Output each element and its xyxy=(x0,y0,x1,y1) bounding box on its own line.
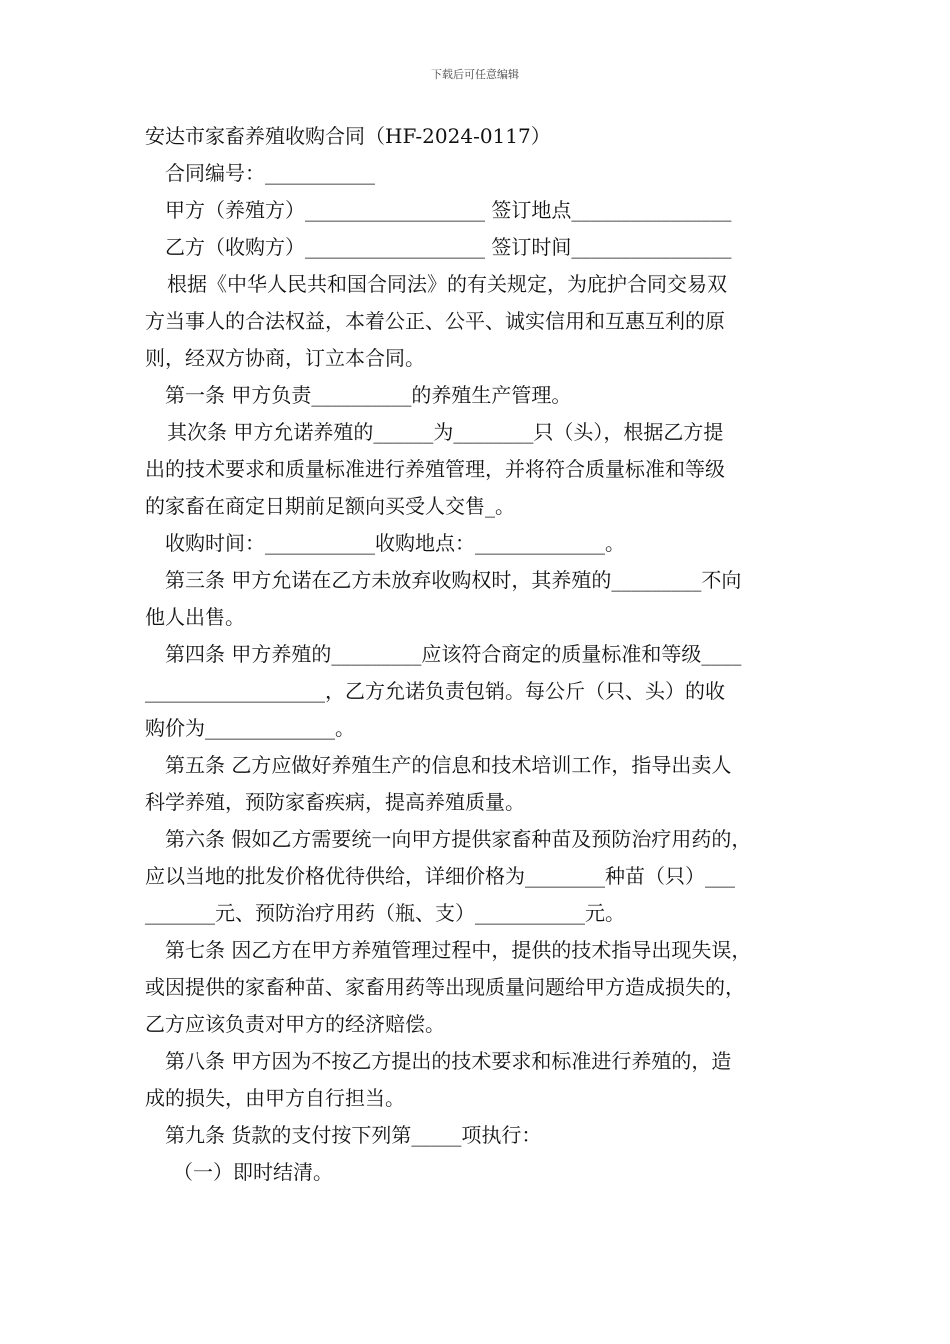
contract-line: 第三条 甲方允诺在乙方未放弃收购权时，其养殖的_________不向 xyxy=(165,568,742,592)
contract-line: 成的损失，由甲方自行担当。 xyxy=(145,1086,405,1110)
contract-line: 或因提供的家畜种苗、家畜用药等出现质量问题给甲方造成损失的， xyxy=(145,975,745,999)
contract-line: 购价为_____________。 xyxy=(145,716,355,740)
contract-line: 甲方（养殖方）__________________ 签订地点________________ xyxy=(165,198,732,222)
contract-line: 第八条 甲方因为不按乙方提出的技术要求和标准进行养殖的，造 xyxy=(165,1049,732,1073)
contract-line: 乙方应该负责对甲方的经济赔偿。 xyxy=(145,1012,445,1036)
header-note: 下载后可任意编辑 xyxy=(431,68,519,81)
contract-line: 则，经双方协商，订立本合同。 xyxy=(145,346,425,370)
contract-line: 他人出售。 xyxy=(145,605,245,629)
contract-line: （一）即时结清。 xyxy=(173,1160,333,1184)
contract-line: 其次条 甲方允诺养殖的______为________只（头），根据乙方提 xyxy=(167,420,724,444)
contract-lines xyxy=(145,155,825,1191)
contract-line: __________________，乙方允诺负责包销。每公斤（只、头）的收 xyxy=(145,679,725,703)
contract-line: 第一条 甲方负责__________的养殖生产管理。 xyxy=(165,383,572,407)
contract-line: 科学养殖，预防家畜疾病，提高养殖质量。 xyxy=(145,790,525,814)
contract-body xyxy=(145,118,825,1191)
contract-line: 第七条 因乙方在甲方养殖管理过程中，提供的技术指导出现失误， xyxy=(165,938,752,962)
contract-line: 方当事人的合法权益，本着公正、公平、诚实信用和互惠互利的原 xyxy=(145,309,725,333)
contract-line: 第四条 甲方养殖的_________应该符合商定的质量标准和等级____ xyxy=(165,642,742,666)
contract-line: _______元、预防治疗用药（瓶、支）___________元。 xyxy=(145,901,625,925)
contract-line: 出的技术要求和质量标准进行养殖管理，并将符合质量标准和等级 xyxy=(145,457,725,481)
contract-line: 乙方（收购方）__________________ 签订时间________________ xyxy=(165,235,732,259)
contract-line: 应以当地的批发价格优待供给，详细价格为________种苗（只）___ xyxy=(145,864,735,888)
contract-line: 合同编号：___________ xyxy=(165,161,375,185)
contract-line: 第五条 乙方应做好养殖生产的信息和技术培训工作，指导出卖人 xyxy=(165,753,732,777)
contract-line: 第九条 货款的支付按下列第_____项执行： xyxy=(165,1123,542,1147)
contract-title: 安达市家畜养殖收购合同（HF-2024-0117） xyxy=(145,124,551,148)
contract-line: 第六条 假如乙方需要统一向甲方提供家畜种苗及预防治疗用药的， xyxy=(165,827,752,851)
contract-line: 根据《中华人民共和国合同法》的有关规定，为庇护合同交易双 xyxy=(167,272,727,296)
contract-line: 收购时间：___________收购地点：_____________。 xyxy=(165,531,625,555)
contract-line: 的家畜在商定日期前足额向买受人交售_。 xyxy=(145,494,515,518)
